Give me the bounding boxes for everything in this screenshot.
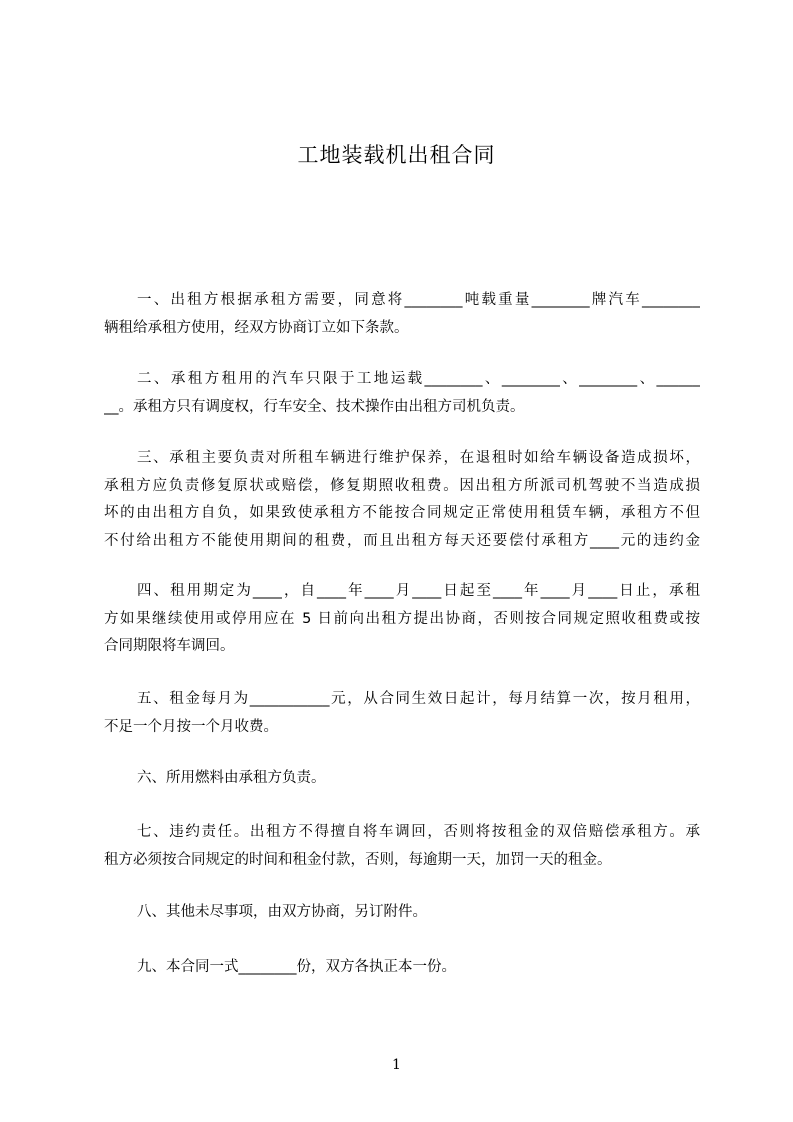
clause-3 (104, 445, 700, 555)
clause-8-line-1: 八、其他未尽事项，由双方协商，另订附件。 (137, 904, 427, 920)
clause-4-line-2: 方如果继续使用或停用应在 5 日前向出租方提出协商，否则按合同规定照收租费或按 (104, 610, 700, 627)
clause-4 (104, 578, 700, 661)
clause-7-line-1: 七、违约责任。出租方不得擅自将车调回，否则将按租金的双倍赔偿承租方。承 (137, 824, 700, 840)
clause-5-line-2: 不足一个月按一个月收费。 (104, 718, 278, 735)
clause-4-line-1: 四、租用期定为____，自____年____月____日起至____年____月____日止，承租 (137, 583, 700, 599)
page-number: 1 (392, 1057, 401, 1073)
clause-9-line-1: 九、本合同一式________份，双方各执正本一份。 (137, 959, 456, 975)
clause-2 (104, 366, 700, 421)
clause-1-line-1: 一、出租方根据承租方需要，同意将________吨载重量________牌汽车________ (137, 292, 700, 308)
clause-3-line-2: 承租方应负责修复原状或赔偿，修复期照收租费。因出租方所派司机驾驶不当造成损 (104, 477, 700, 494)
clause-4-line-3: 合同期限将车调回。 (104, 638, 235, 654)
clause-6-line-1: 六、所用燃料由承租方负责。 (137, 770, 326, 786)
clause-1-line-2: 辆租给承租方使用，经双方协商订立如下条款。 (104, 319, 409, 336)
clause-7 (104, 819, 700, 874)
clause-6 (104, 765, 700, 793)
document-title: 工地装载机出租合同 (297, 143, 496, 167)
clause-8 (104, 899, 700, 927)
clause-5 (104, 686, 700, 741)
clause-9 (104, 954, 700, 982)
clause-3-line-1: 三、承租主要负责对所租车辆进行维护保养，在退租时如给车辆设备造成损坏， (137, 450, 700, 466)
clause-7-line-2: 租方必须按合同规定的时间和租金付款，否则，每逾期一天，加罚一天的租金。 (104, 851, 612, 868)
clause-5-line-1: 五、租金每月为___________元，从合同生效日起计，每月结算一次，按月租用， (137, 691, 700, 707)
clause-2-line-1: 二、承租方租用的汽车只限于工地运载________、________、________、______ (137, 371, 700, 387)
clause-2-line-2: __。承租方只有调度权，行车安全、技术操作由出租方司机负责。 (104, 398, 525, 415)
clause-1 (104, 287, 700, 342)
clause-3-line-4: 不付给出租方不能使用期间的租费，而且出租方每天还要偿付承租方____元的违约金 (104, 532, 700, 549)
clause-3-line-3: 坏的由出租方自负，如果致使承租方不能按合同规定正常使用租赁车辆，承租方不但 (104, 505, 700, 521)
